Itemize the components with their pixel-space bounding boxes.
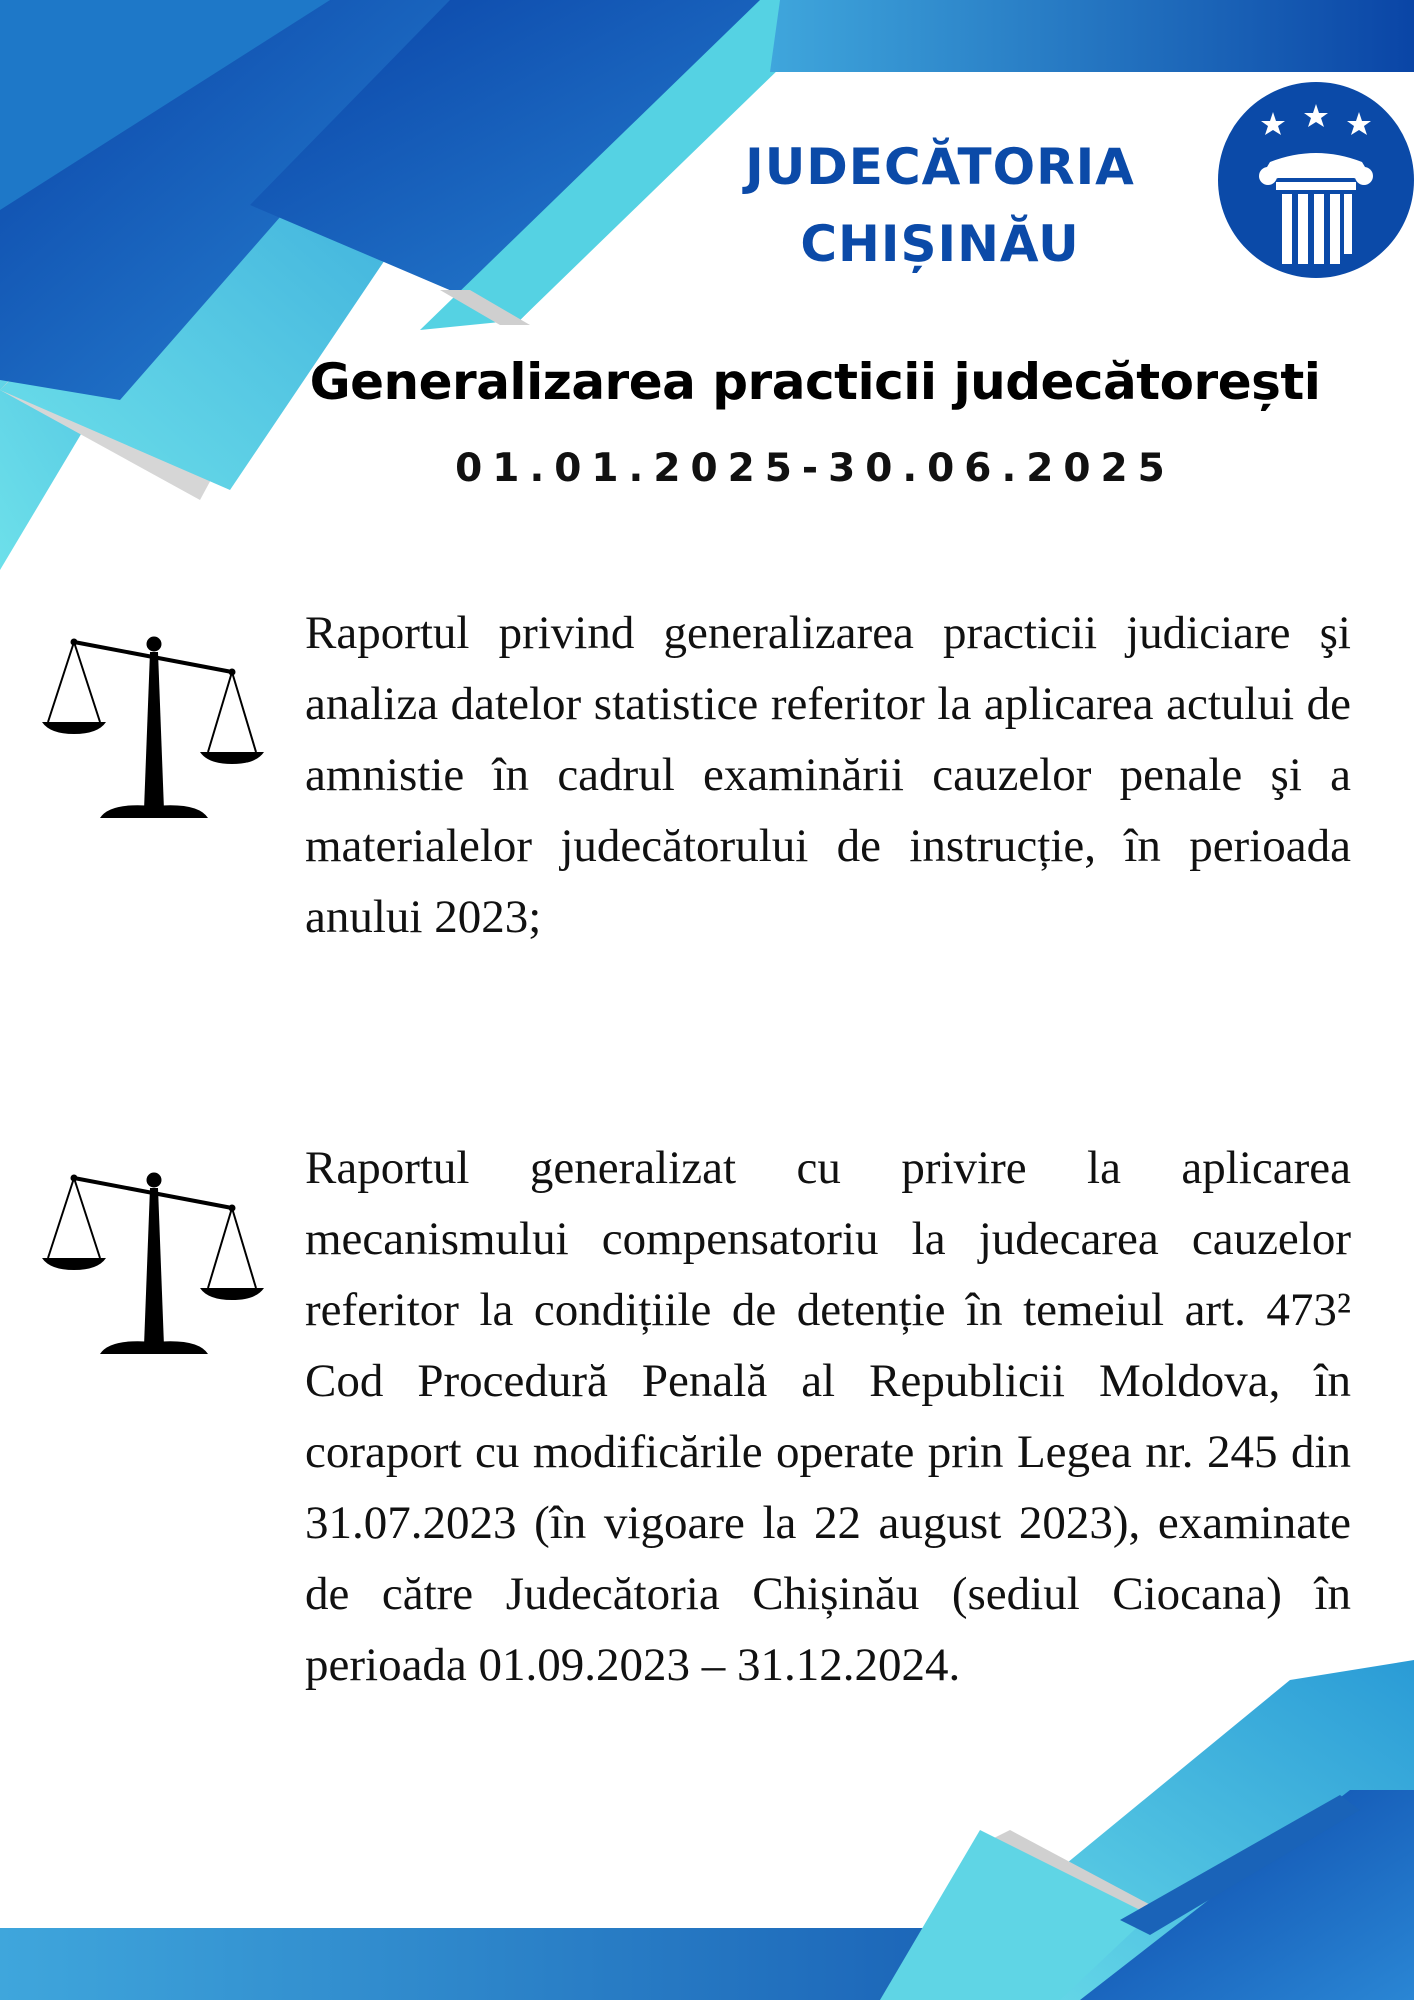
courthouse-column-with-stars-icon	[1218, 82, 1414, 278]
document-period: 01.01.2025-30.06.2025	[455, 446, 1175, 491]
document-title: Generalizarea practicii judecătorești	[309, 353, 1321, 411]
scales-of-justice-icon	[40, 1166, 266, 1366]
top-right-bar	[770, 0, 1414, 72]
report-paragraph-1: Raportul privind generalizarea practicii judiciare şi analiza datelor statistice referitor la aplicarea actului de amnistie în cadrul examinării cauzelor penale şi a materialelor judecătorului de instrucție, în perioada anului 2023;	[305, 607, 1351, 943]
court-name-line1: JUDECĂTORIA	[745, 138, 1135, 196]
court-name-line2: CHIȘINĂU	[800, 215, 1080, 273]
report-paragraph-2: Raportul generalizat cu privire la aplicarea mecanismului compensatoriu la judecarea cauzelor referitor la condițiile de detenție în temeiul art. 473² Cod Procedură Penală al Republicii Moldova, în coraport cu modificările operate prin Legea nr. 245 din 31.07.2023 (în vigoare la 22 august 2023), examinate de către Judecătoria Chișinău (sediul Ciocana) în perioada 01.09.2023 – 31.12.2024.	[305, 1142, 1351, 1691]
scales-of-justice-icon	[40, 630, 266, 830]
